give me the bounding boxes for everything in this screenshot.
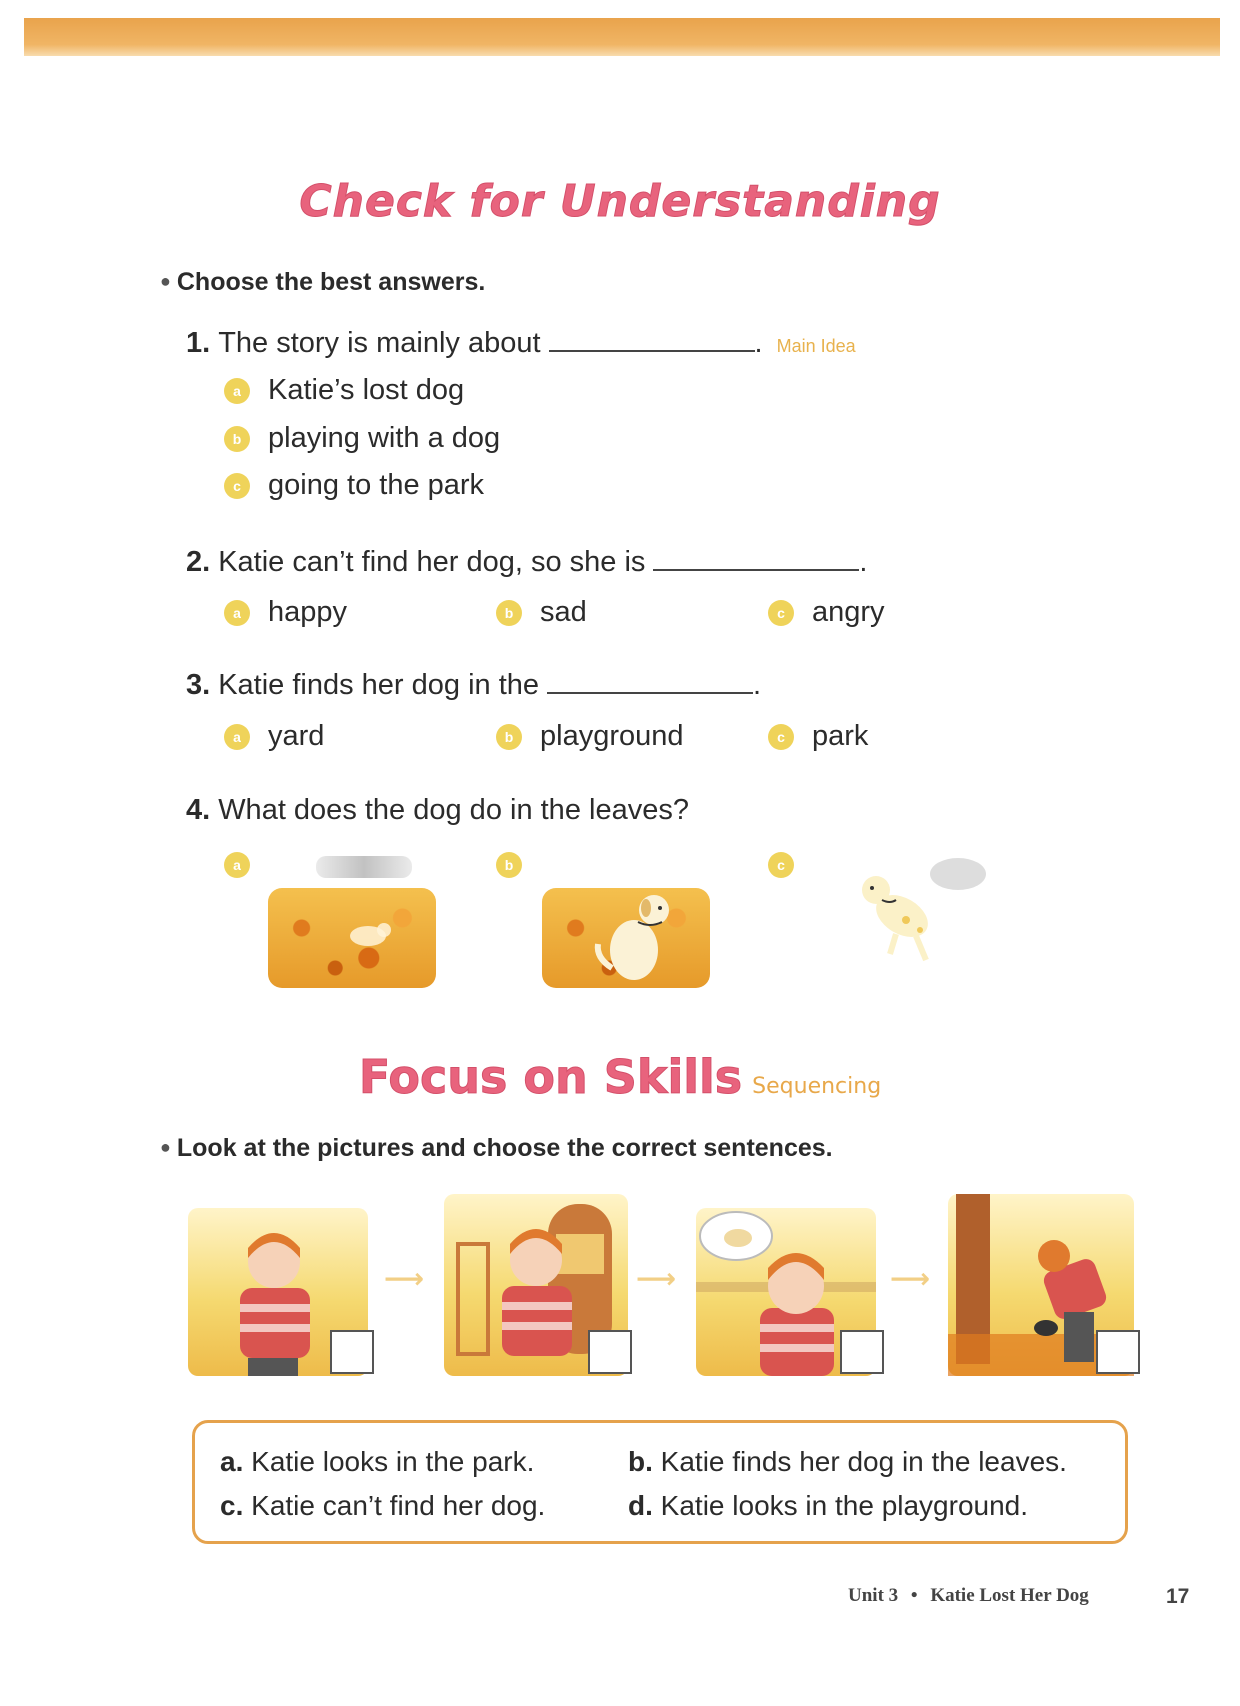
section-title-text: Focus on Skills (358, 1050, 743, 1104)
option-text: sad (540, 596, 587, 628)
sentence-letter: d. (628, 1490, 653, 1521)
option-2a[interactable] (224, 596, 347, 629)
option-text: yard (268, 720, 325, 752)
option-bullet-icon: b (224, 426, 250, 452)
sitting-dog-icon (542, 888, 710, 988)
option-1a[interactable] (224, 374, 464, 407)
answer-blank (547, 668, 753, 694)
dog-in-leaves-icon (268, 888, 436, 988)
instruction-choose (160, 268, 485, 297)
section-subtitle: Sequencing (752, 1074, 882, 1099)
option-3a[interactable] (224, 720, 324, 753)
sentence-letter: c. (220, 1490, 244, 1521)
sentence-letter: b. (628, 1446, 653, 1477)
answer-blank (549, 326, 755, 352)
question-number: 1. (186, 327, 211, 359)
option-text: park (812, 720, 869, 752)
dog-hiding-in-leaves-picture[interactable] (268, 888, 436, 988)
option-text: playground (540, 720, 684, 752)
question-1: 1. The story is mainly about . Main Idea (186, 327, 856, 359)
footer-unit-text: Unit 3 (848, 1585, 899, 1606)
page-number: 17 (1166, 1585, 1190, 1608)
header-bar (24, 18, 1220, 56)
question-2: 2. Katie can’t find her dog, so she is . (186, 546, 868, 578)
answer-blank (653, 545, 859, 571)
sentence-text: Katie finds her dog in the leaves. (660, 1446, 1067, 1477)
bullet-dot-icon: ● (160, 271, 171, 291)
question-3: 3. Katie finds her dog in the . (186, 669, 762, 701)
question-text: The story is mainly about (218, 327, 541, 359)
dog-sitting-in-leaves-picture[interactable] (542, 888, 710, 988)
sentence-text: Katie can’t find her dog. (251, 1490, 546, 1521)
option-text: playing with a dog (268, 422, 501, 454)
sequence-checkbox-3[interactable] (840, 1330, 884, 1374)
option-bullet-icon: c (768, 852, 794, 878)
cloud-decoration (316, 856, 412, 878)
question-number: 3. (186, 669, 211, 701)
instruction-text: Look at the pictures and choose the correct sentences. (176, 1134, 833, 1162)
footer-separator-icon: • (910, 1585, 918, 1606)
option-bullet-icon: a (224, 852, 250, 878)
sentence-a (220, 1446, 534, 1478)
sentence-text: Katie looks in the park. (251, 1446, 535, 1477)
section-title-focus-on-skills (0, 1050, 1240, 1104)
sentence-choices-box (192, 1420, 1128, 1544)
skill-tag: Main Idea (776, 336, 856, 356)
option-text: Katie’s lost dog (268, 374, 465, 406)
footer-lesson-title: Katie Lost Her Dog (930, 1585, 1089, 1606)
arrow-right-icon: ⟶ (384, 1262, 425, 1295)
question-text: Katie can’t find her dog, so she is (218, 546, 646, 578)
option-bullet-icon: b (496, 852, 522, 878)
option-bullet-icon: c (768, 724, 794, 750)
option-3b[interactable] (496, 720, 684, 753)
sentence-text: Katie looks in the playground. (660, 1490, 1029, 1521)
question-text: Katie finds her dog in the (218, 669, 540, 701)
option-4b[interactable] (496, 852, 540, 878)
question-number: 4. (186, 794, 211, 826)
arrow-right-icon: ⟶ (890, 1262, 931, 1295)
sentence-b (628, 1446, 1067, 1478)
option-bullet-icon: b (496, 724, 522, 750)
question-number: 2. (186, 546, 211, 578)
option-2c[interactable] (768, 596, 885, 629)
option-bullet-icon: c (768, 600, 794, 626)
sequence-checkbox-4[interactable] (1096, 1330, 1140, 1374)
option-text: happy (268, 596, 348, 628)
sequence-checkbox-2[interactable] (588, 1330, 632, 1374)
instruction-text: Choose the best answers. (176, 268, 486, 296)
option-2b[interactable] (496, 596, 587, 629)
option-4c[interactable] (768, 852, 812, 878)
sentence-letter: a. (220, 1446, 244, 1477)
option-bullet-icon: a (224, 600, 250, 626)
option-bullet-icon: b (496, 600, 522, 626)
sequence-checkbox-1[interactable] (330, 1330, 374, 1374)
question-4 (186, 794, 689, 827)
sentence-c (220, 1490, 545, 1522)
option-text: angry (812, 596, 885, 628)
option-4a[interactable] (224, 852, 268, 878)
option-bullet-icon: c (224, 473, 250, 499)
option-1c[interactable] (224, 469, 484, 502)
sentence-d (628, 1490, 1028, 1522)
option-bullet-icon: a (224, 378, 250, 404)
instruction-look (160, 1134, 833, 1163)
bullet-dot-icon: ● (160, 1137, 171, 1157)
option-1b[interactable] (224, 422, 500, 455)
option-bullet-icon: a (224, 724, 250, 750)
option-text: going to the park (268, 469, 485, 501)
arrow-right-icon: ⟶ (636, 1262, 677, 1295)
dog-jumping-picture[interactable] (840, 850, 990, 980)
jumping-dog-icon (840, 850, 990, 980)
question-text: What does the dog do in the leaves? (218, 794, 689, 826)
page-title: Check for Understanding (299, 176, 941, 227)
footer-unit (848, 1585, 1089, 1607)
option-3c[interactable] (768, 720, 868, 753)
